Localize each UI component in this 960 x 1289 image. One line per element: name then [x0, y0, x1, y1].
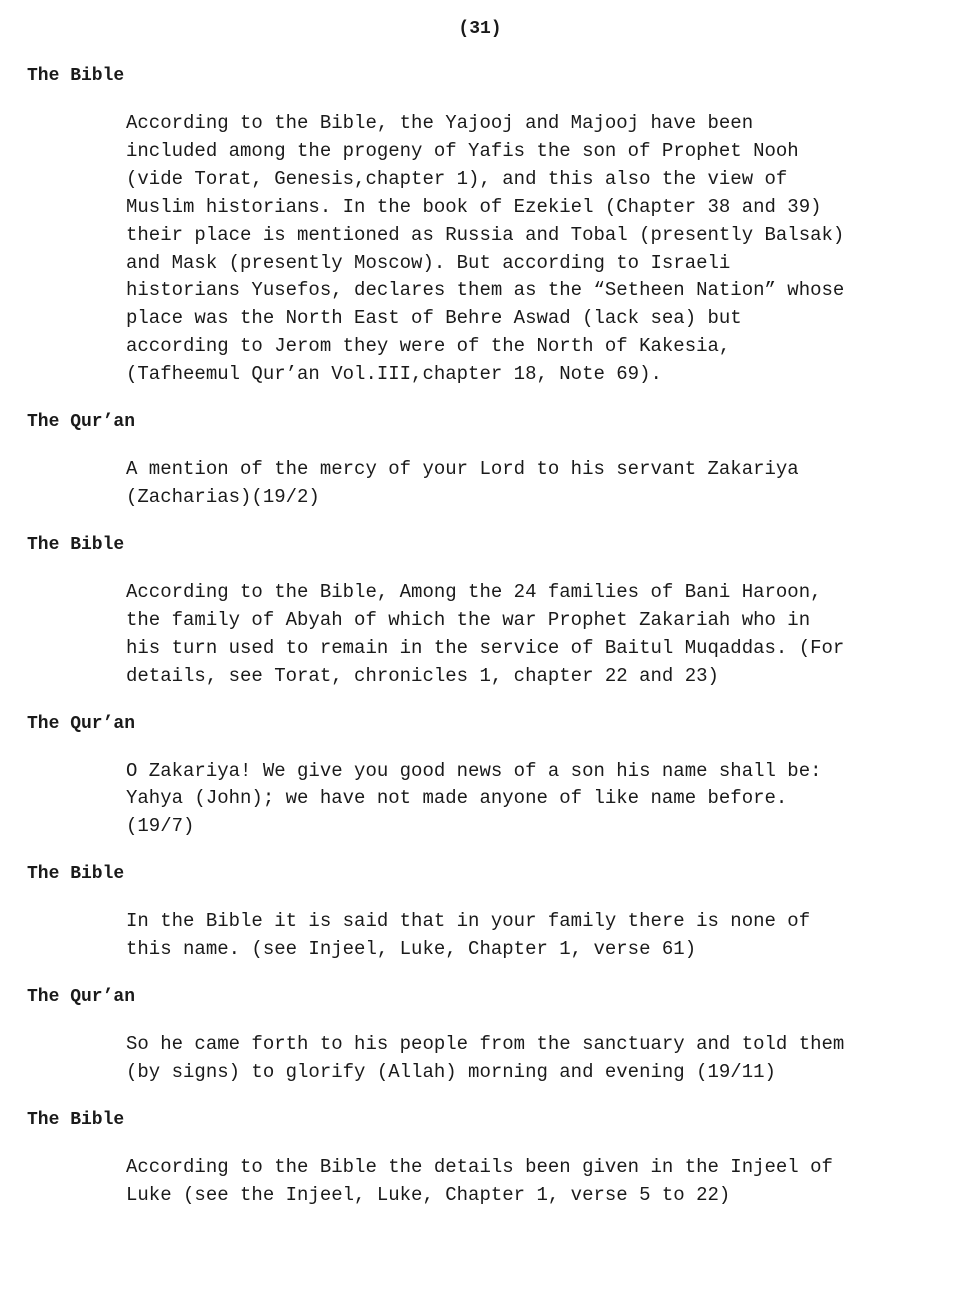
section-heading: The Bible — [27, 864, 125, 885]
paragraph-line: details, see Torat, chronicles 1, chapter 22 and 23) — [126, 664, 719, 687]
paragraph-line: According to the Bible the details been given in the Injeel of — [126, 1155, 833, 1178]
paragraph-line: historians Yusefos, declares them as the “Setheen Nation” whose — [126, 279, 845, 302]
paragraph-line: included among the progeny of Yafis the son of Prophet Nooh — [126, 139, 799, 162]
section-paragraph — [126, 758, 942, 842]
section-paragraph — [126, 908, 942, 964]
section-heading: The Bible — [27, 1109, 125, 1130]
paragraph-line: According to the Bible, the Yajooj and Majooj have been — [126, 112, 754, 134]
paragraph-line: Luke (see the Injeel, Luke, Chapter 1, verse 5 to 22) — [126, 1183, 731, 1206]
section-paragraph — [126, 110, 942, 389]
paragraph-line: (vide Torat, Genesis,chapter 1), and this also the view of — [126, 167, 788, 190]
paragraph-line: (Zacharias)(19/2) — [126, 485, 320, 508]
document-body — [27, 64, 942, 1231]
paragraph-line: O Zakariya! We give you good news of a son his name shall be: — [126, 759, 822, 782]
paragraph-line: (19/7) — [126, 815, 195, 838]
section-paragraph — [126, 1154, 942, 1210]
paragraph-line: In the Bible it is said that in your family there is none of — [126, 910, 811, 933]
section-heading: The Qur’an — [27, 412, 136, 433]
paragraph-line: their place is mentioned as Russia and Tobal (presently Balsak) — [126, 223, 845, 246]
section-paragraph — [126, 1031, 942, 1087]
paragraph-line: So he came forth to his people from the sanctuary and told them — [126, 1033, 845, 1056]
page-number: (31) — [458, 19, 502, 39]
paragraph-line: his turn used to remain in the service of Baitul Muqaddas. (For — [126, 636, 845, 659]
section-heading: The Bible — [27, 66, 125, 86]
paragraph-line: according to Jerom they were of the North of Kakesia, — [126, 335, 731, 358]
paragraph-line: and Mask (presently Moscow). But according to Israeli — [126, 251, 731, 274]
paragraph-line: the family of Abyah of which the war Prophet Zakariah who in — [126, 608, 811, 631]
section-heading: The Qur’an — [27, 987, 136, 1008]
paragraph-line: A mention of the mercy of your Lord to his servant Zakariya — [126, 458, 799, 481]
paragraph-line: this name. (see Injeel, Luke, Chapter 1, verse 61) — [126, 938, 697, 961]
section-heading: The Qur’an — [27, 713, 136, 734]
paragraph-line: Yahya (John); we have not made anyone of like name before. — [126, 787, 788, 810]
paragraph-line: (Tafheemul Qur’an Vol.III,chapter 18, Note 69). — [126, 363, 662, 386]
paragraph-line: According to the Bible, Among the 24 families of Bani Haroon, — [126, 580, 822, 603]
paragraph-line: (by signs) to glorify (Allah) morning and evening (19/11) — [126, 1060, 776, 1083]
paragraph-line: Muslim historians. In the book of Ezekiel (Chapter 38 and 39) — [126, 195, 822, 218]
section-heading: The Bible — [27, 534, 125, 555]
paragraph-line: place was the North East of Behre Aswad (lack sea) but — [126, 307, 742, 330]
section-paragraph — [126, 456, 942, 512]
section-paragraph — [126, 579, 942, 691]
